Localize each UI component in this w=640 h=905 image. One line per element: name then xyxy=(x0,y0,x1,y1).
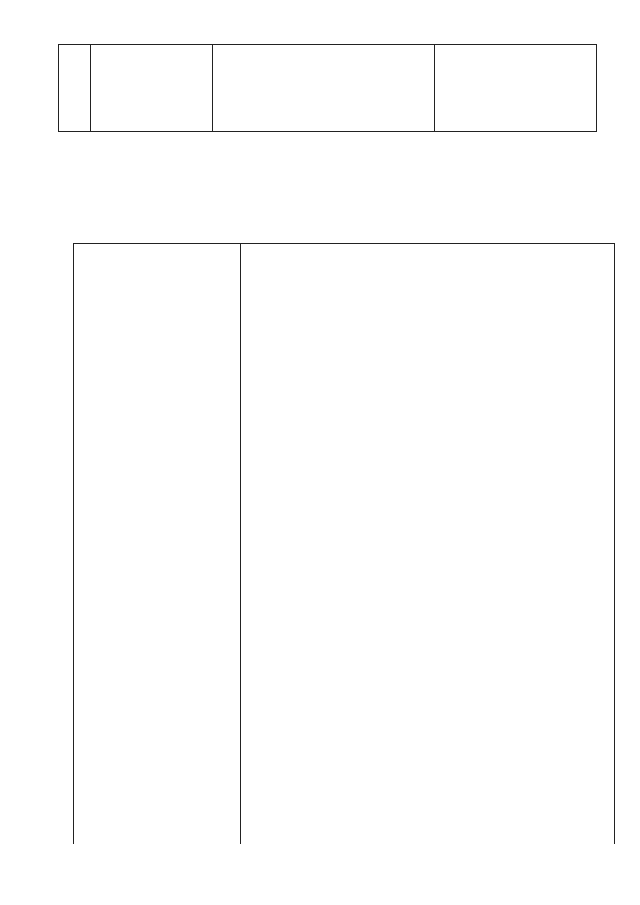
table-cell-indicators xyxy=(435,45,597,132)
continuation-table xyxy=(58,44,597,132)
column-divider xyxy=(240,244,241,844)
table-cell-number xyxy=(59,45,91,132)
table-cell-title xyxy=(91,45,213,132)
measures-text xyxy=(213,45,434,50)
table-cell-measures xyxy=(213,45,435,132)
indicators-table xyxy=(73,243,615,844)
